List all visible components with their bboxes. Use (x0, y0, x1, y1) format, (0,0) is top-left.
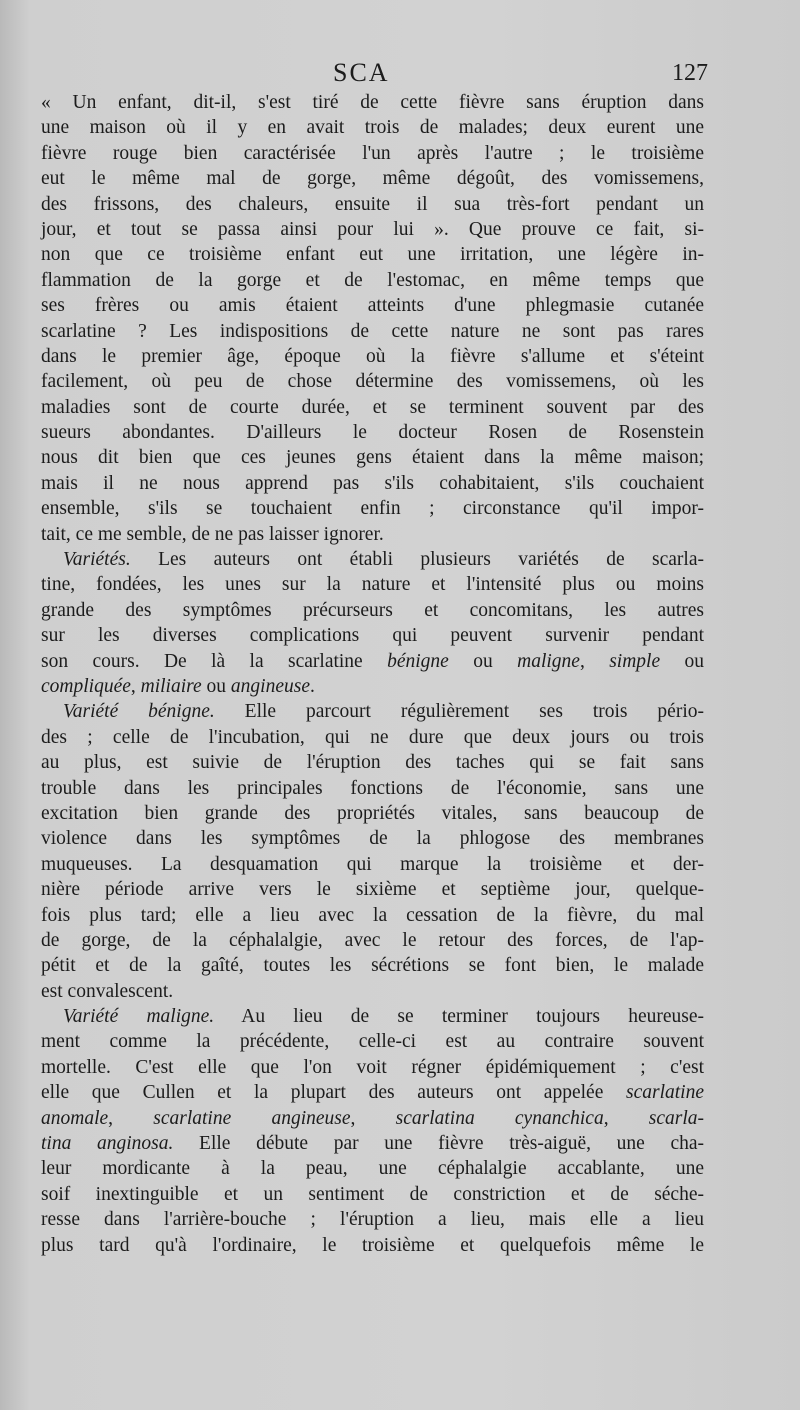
running-head: SCA (333, 58, 390, 87)
text-line (41, 750, 704, 775)
text-segment: ou (448, 650, 518, 672)
text-segment: flammation de la gorge et de l'estomac, en même temps que (41, 269, 704, 291)
text-segment: mortelle. C'est elle que l'on voit régner épidémiquement ; c'est (41, 1056, 704, 1078)
body-text (41, 90, 704, 1258)
text-line (41, 445, 704, 470)
text-segment: soif inextinguible et un sentiment de constriction et de séche- (41, 1183, 704, 1205)
text-segment: pétit et de la gaîté, toutes les sécrétions se font bien, le malade (41, 955, 704, 977)
text-segment: Au lieu de se terminer toujours heureuse- (214, 1006, 704, 1028)
text-line (41, 903, 704, 928)
text-line (41, 242, 704, 267)
italic-text: Variétés. (63, 549, 131, 571)
text-segment: grande des symptômes précurseurs et concomitans, les autres (41, 599, 704, 621)
text-segment: nous dit bien que ces jeunes gens étaient dans la même maison; (41, 447, 704, 469)
text-line (41, 572, 704, 597)
text-segment: plus tard qu'à l'ordinaire, le troisième et quelquefois même le (41, 1234, 704, 1256)
text-segment: excitation bien grande des propriétés vitales, sans beaucoup de (41, 802, 704, 824)
text-segment: , (130, 675, 141, 697)
text-segment: ensemble, s'ils se touchaient enfin ; circonstance qu'il impor- (41, 498, 704, 520)
text-line (41, 1207, 704, 1232)
text-line (41, 979, 704, 1004)
text-line (41, 217, 704, 242)
text-segment: , (603, 1107, 649, 1129)
italic-text: scarlatine (626, 1082, 704, 1104)
text-line (41, 1106, 704, 1131)
text-segment: fois plus tard; elle a lieu avec la cessation de la fièvre, du mal (41, 904, 704, 926)
text-line (41, 293, 704, 318)
text-segment: tine, fondées, les unes sur la nature et l'intensité plus ou moins (41, 574, 704, 596)
text-segment: une maison où il y en avait trois de malades; deux eurent une (41, 117, 704, 139)
text-line (41, 598, 704, 623)
text-line (41, 852, 704, 877)
text-line (41, 953, 704, 978)
text-line (41, 1182, 704, 1207)
text-segment: des ; celle de l'incubation, qui ne dure que deux jours ou trois (41, 726, 704, 748)
text-segment: au plus, est suivie de l'éruption des taches qui se fait sans (41, 752, 704, 774)
text-line (41, 801, 704, 826)
text-line (41, 928, 704, 953)
text-segment: trouble dans les principales fonctions de l'économie, sans une (41, 777, 704, 799)
italic-text: scarlatine angineuse (153, 1107, 351, 1129)
text-segment: resse dans l'arrière-bouche ; l'éruption a lieu, mais elle a lieu (41, 1209, 704, 1231)
text-line (41, 826, 704, 851)
text-segment: ment comme la précédente, celle-ci est au contraire souvent (41, 1031, 704, 1053)
text-segment: sur les diverses complications qui peuvent survenir pendant (41, 625, 704, 647)
text-segment: violence dans les symptômes de la phlogose des membranes (41, 828, 704, 850)
italic-text: simple (609, 650, 661, 672)
text-line (41, 192, 704, 217)
text-segment: , (350, 1107, 396, 1129)
text-segment: Elle débute par une fièvre très-aiguë, une cha- (173, 1133, 704, 1155)
text-line (41, 1131, 704, 1156)
text-line (41, 268, 704, 293)
text-segment: fièvre rouge bien caractérisée l'un après l'autre ; le troisième (41, 142, 704, 164)
text-segment: eut le même mal de gorge, même dégoût, des vomissemens, (41, 168, 704, 190)
text-segment: muqueuses. La desquamation qui marque la troisième et der- (41, 853, 704, 875)
text-segment: des frissons, des chaleurs, ensuite il sua très-fort pendant un (41, 193, 704, 215)
page-header (0, 58, 800, 92)
text-line (41, 1080, 704, 1105)
text-segment: jour, et tout se passa ainsi pour lui ». Que prouve ce fait, si- (41, 218, 704, 240)
italic-text: Variété bénigne. (63, 701, 215, 723)
text-line (41, 369, 704, 394)
text-segment: scarlatine ? Les indispositions de cette nature ne sont pas rares (41, 320, 704, 342)
italic-text: bénigne (387, 650, 449, 672)
text-segment: ou (201, 675, 231, 697)
text-segment: Elle parcourt régulièrement ses trois pério- (214, 701, 704, 723)
text-segment: est convalescent. (41, 980, 174, 1002)
text-line (41, 115, 704, 140)
text-line (41, 522, 704, 547)
text-line (41, 699, 704, 724)
text-line (41, 141, 704, 166)
text-segment: sueurs abondantes. D'ailleurs le docteur Rosen de Rosenstein (41, 422, 704, 444)
text-line (41, 1233, 704, 1258)
text-line (41, 776, 704, 801)
text-segment: tait, ce me semble, de ne pas laisser ignorer. (41, 523, 384, 545)
italic-text: scarla- (648, 1107, 705, 1129)
text-line (41, 1055, 704, 1080)
text-segment: son cours. De là la scarlatine (41, 650, 388, 672)
text-segment: ses frères ou amis étaient atteints d'une phlegmasie cutanée (41, 295, 704, 317)
text-line (41, 1029, 704, 1054)
text-line (41, 1156, 704, 1181)
text-line (41, 471, 704, 496)
text-segment: . (310, 675, 315, 697)
text-line (41, 496, 704, 521)
italic-text: compliquée (41, 675, 131, 697)
text-line (41, 1004, 704, 1029)
text-segment: de gorge, de la céphalalgie, avec le retour des forces, de l'ap- (41, 929, 704, 951)
italic-text: anomale (41, 1107, 109, 1129)
text-line (41, 877, 704, 902)
text-segment: maladies sont de courte durée, et se terminent souvent par des (41, 396, 704, 418)
text-line (41, 395, 704, 420)
text-segment: dans le premier âge, époque où la fièvre s'allume et s'éteint (41, 345, 704, 367)
text-segment: mais il ne nous apprend pas s'ils cohabitaient, s'ils couchaient (41, 472, 704, 494)
italic-text: Variété maligne. (63, 1006, 215, 1028)
italic-text: miliaire (140, 675, 202, 697)
text-segment: nière période arrive vers le sixième et septième jour, quelque- (41, 879, 704, 901)
text-segment: Les auteurs ont établi plusieurs variétés de scarla- (130, 549, 704, 571)
text-line (41, 649, 704, 674)
text-segment: non que ce troisième enfant eut une irritation, une légère in- (41, 244, 704, 266)
text-line (41, 725, 704, 750)
italic-text: maligne (517, 650, 580, 672)
text-line (41, 166, 704, 191)
text-line (41, 319, 704, 344)
text-line (41, 344, 704, 369)
text-line (41, 674, 704, 699)
page-number: 127 (672, 60, 708, 86)
text-line (41, 420, 704, 445)
text-line (41, 90, 704, 115)
italic-text: scarlatina cynanchica (395, 1107, 604, 1129)
text-segment: , (108, 1107, 154, 1129)
text-segment: , (579, 650, 610, 672)
text-segment: « Un enfant, dit-il, s'est tiré de cette fièvre sans éruption dans (41, 92, 704, 113)
text-segment: ou (660, 650, 705, 672)
italic-text: angineuse (230, 675, 310, 697)
text-segment: facilement, où peu de chose détermine des vomissemens, où les (41, 371, 704, 393)
text-line (41, 547, 704, 572)
text-segment: leur mordicante à la peau, une céphalalgie accablante, une (41, 1158, 704, 1180)
text-segment: elle que Cullen et la plupart des auteurs ont appelée (41, 1082, 626, 1104)
text-line (41, 623, 704, 648)
italic-text: tina anginosa. (41, 1133, 174, 1155)
